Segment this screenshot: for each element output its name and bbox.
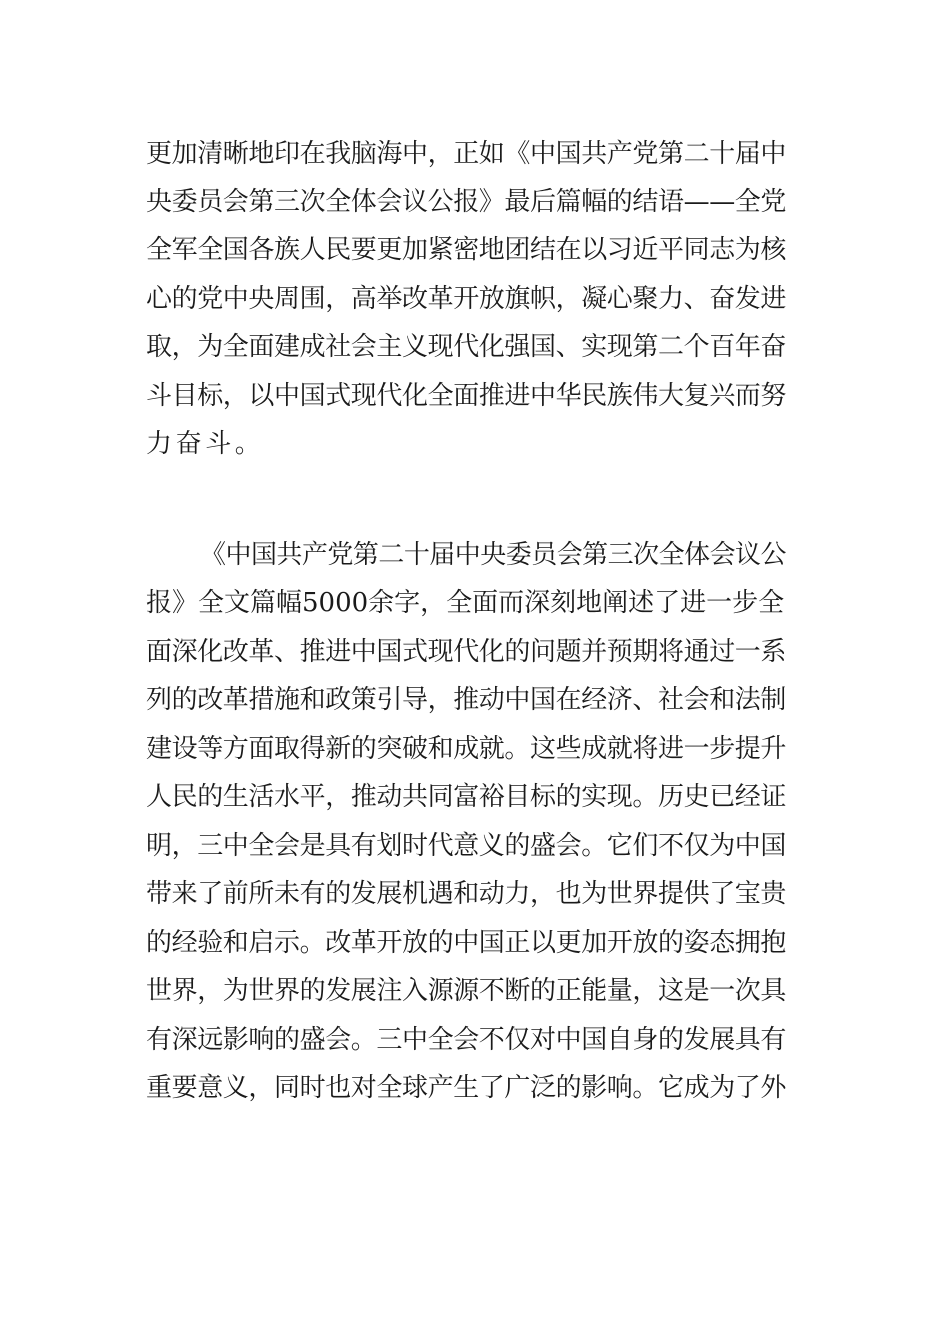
paragraph-2-line: 《中国共产党第二十届中央委员会第三次全体会议公 bbox=[200, 540, 787, 570]
paragraph-1-line: 心的党中央周围，高举改革开放旗帜，凝心聚力、奋发进 bbox=[146, 284, 787, 314]
paragraph-1-line: 央委员会第三次全体会议公报》最后篇幅的结语——全党 bbox=[146, 187, 787, 217]
paragraph-2-line: 重要意义，同时也对全球产生了广泛的影响。它成为了外 bbox=[146, 1073, 787, 1103]
paragraph-2-line: 建设等方面取得新的突破和成就。这些成就将进一步提升 bbox=[146, 734, 787, 764]
paragraph-2-line: 人民的生活水平，推动共同富裕目标的实现。历史已经证 bbox=[146, 782, 787, 812]
paragraph-2-line: 面深化改革、推进中国式现代化的问题并预期将通过一系 bbox=[146, 637, 787, 667]
paragraph-2-line: 带来了前所未有的发展机遇和动力，也为世界提供了宝贵 bbox=[146, 879, 787, 909]
paragraph-1-line: 力奋斗。 bbox=[146, 429, 265, 459]
paragraph-2-line: 世界，为世界的发展注入源源不断的正能量，这是一次具 bbox=[146, 976, 787, 1006]
paragraph-1-line: 全军全国各族人民要更加紧密地团结在以习近平同志为核 bbox=[146, 235, 787, 265]
paragraph-1-line: 更加清晰地印在我脑海中，正如《中国共产党第二十届中 bbox=[146, 139, 787, 169]
paragraph-1-line: 取，为全面建成社会主义现代化强国、实现第二个百年奋 bbox=[146, 332, 787, 362]
paragraph-2-line: 明，三中全会是具有划时代意义的盛会。它们不仅为中国 bbox=[146, 831, 787, 861]
paragraph-2-line: 的经验和启示。改革开放的中国正以更加开放的姿态拥抱 bbox=[146, 928, 787, 958]
paragraph-2-line: 列的改革措施和政策引导，推动中国在经济、社会和法制 bbox=[146, 685, 787, 715]
paragraph-2-line: 报》全文篇幅5000余字，全面而深刻地阐述了进一步全 bbox=[146, 588, 785, 618]
paragraph-1-line: 斗目标，以中国式现代化全面推进中华民族伟大复兴而努 bbox=[146, 381, 787, 411]
paragraph-2-line: 有深远影响的盛会。三中全会不仅对中国自身的发展具有 bbox=[146, 1025, 787, 1055]
